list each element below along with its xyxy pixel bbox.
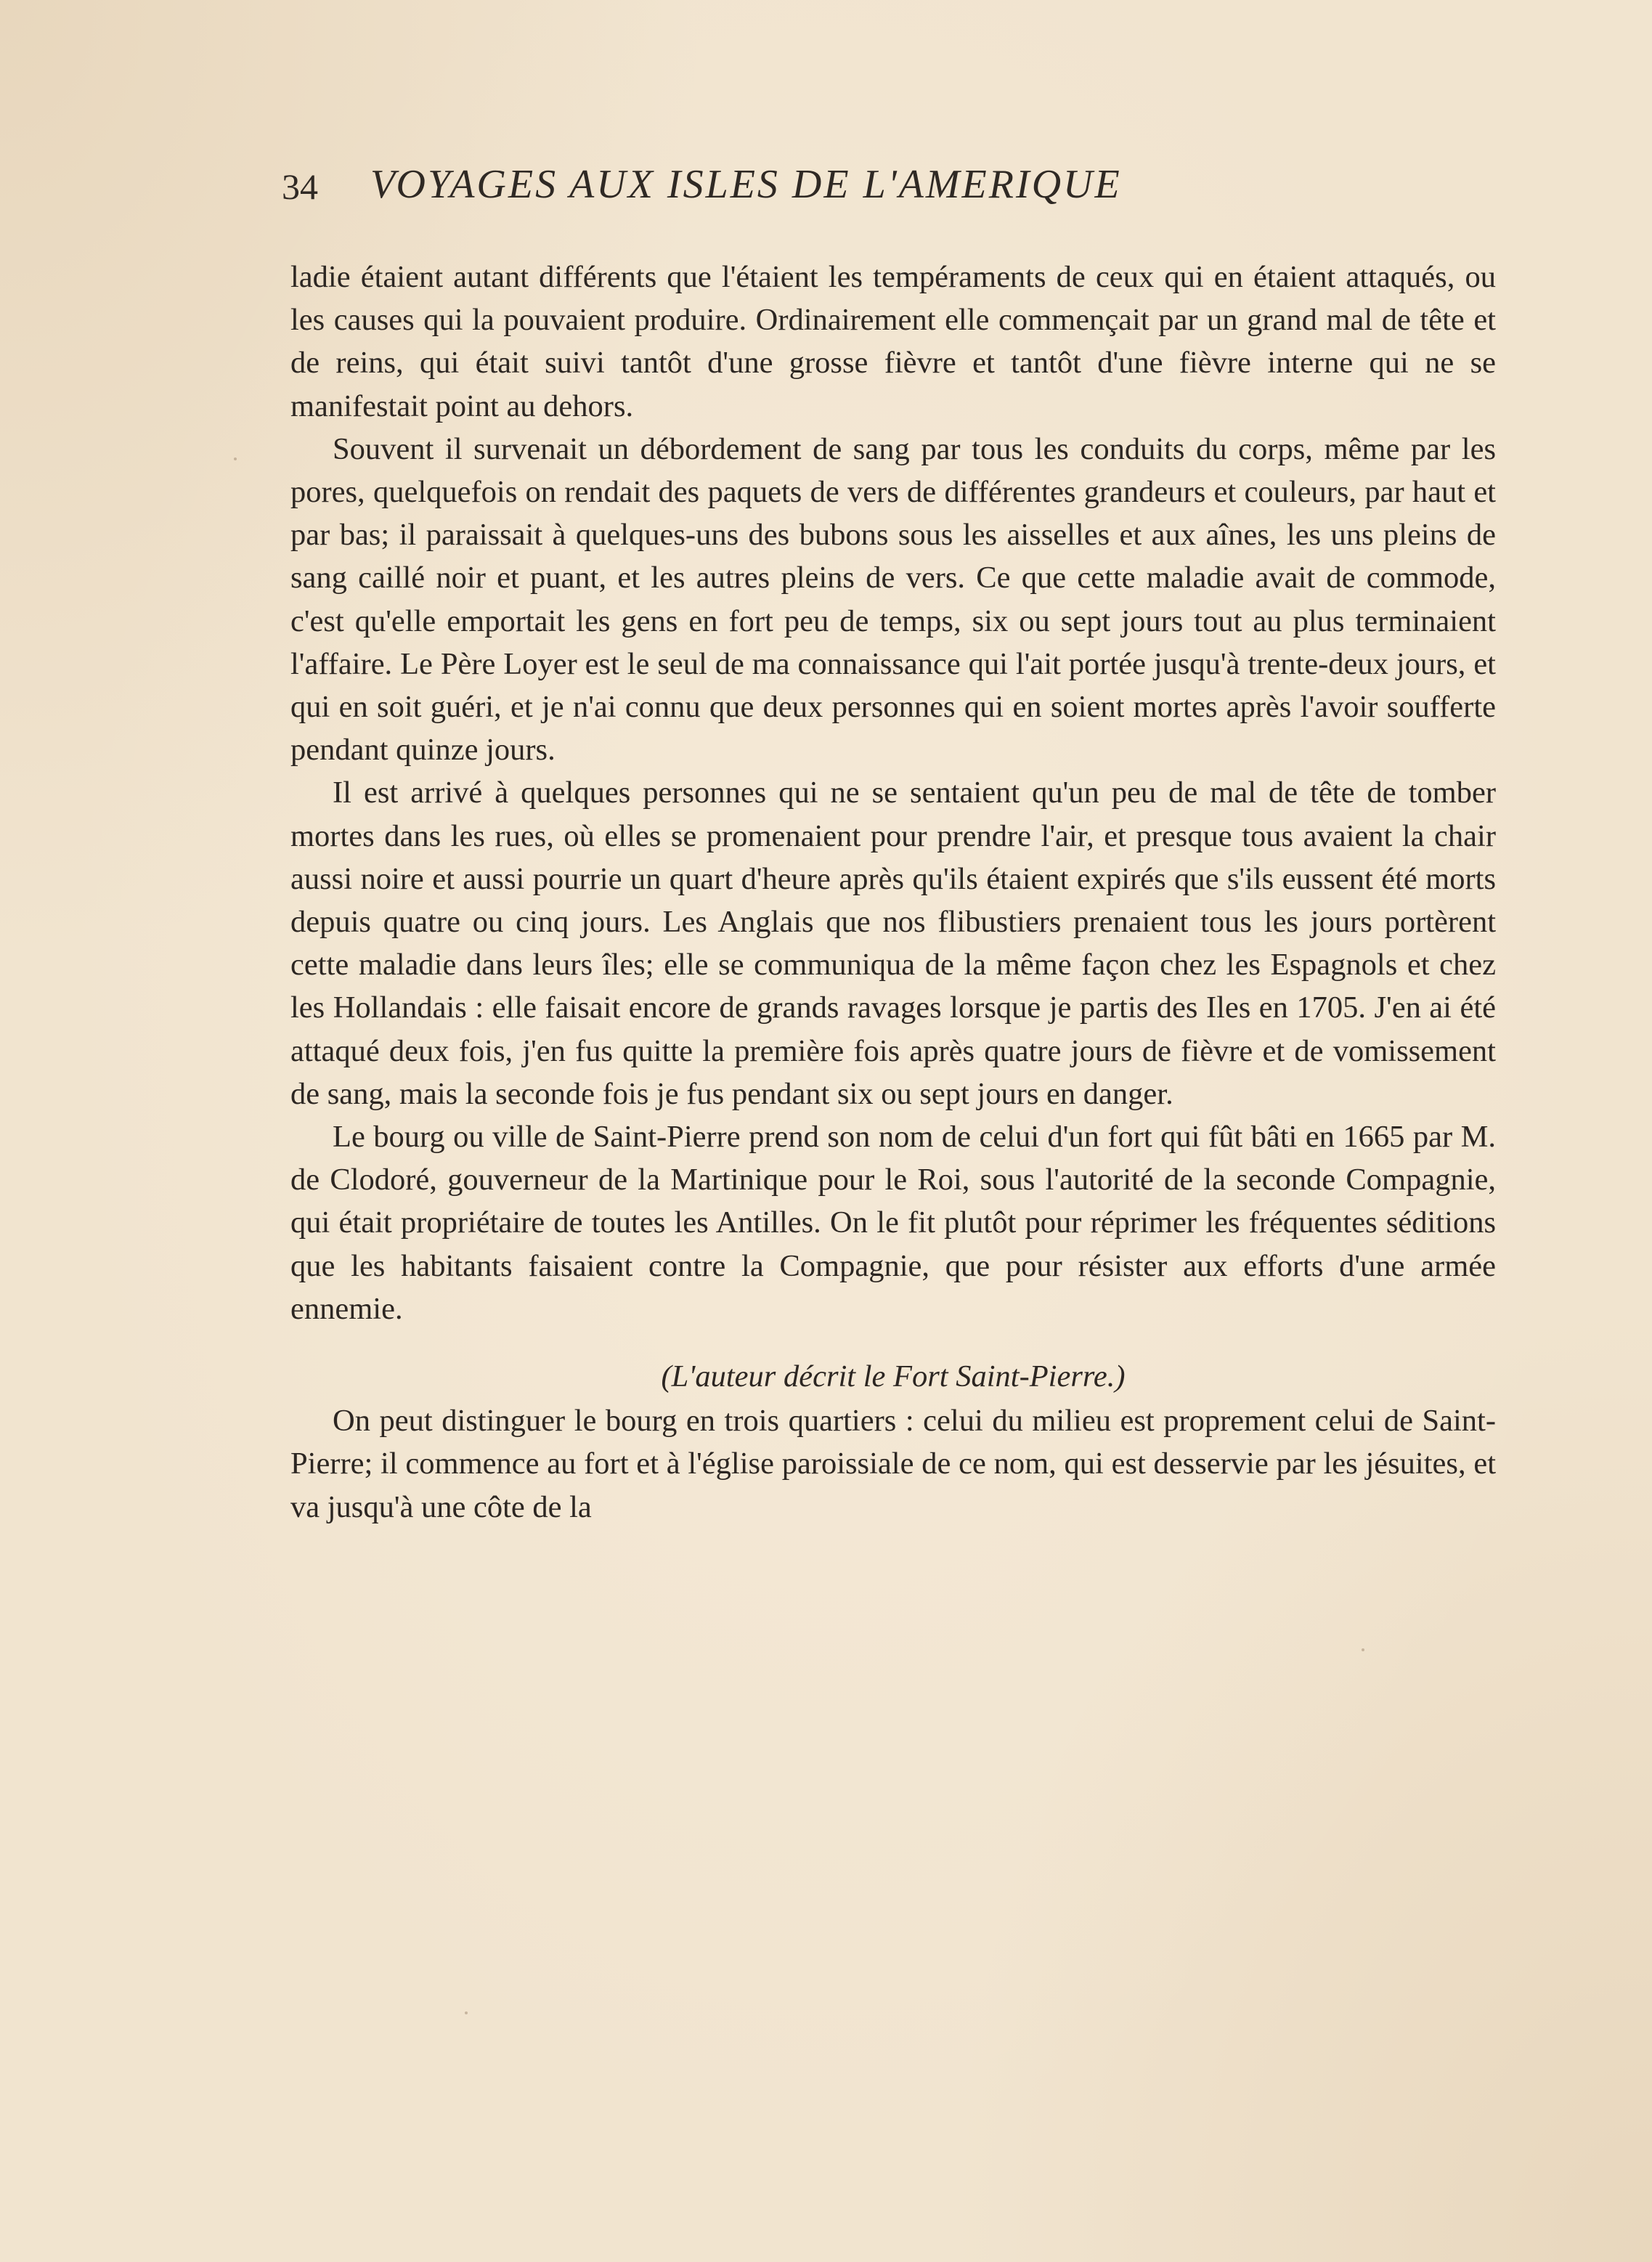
body-text xyxy=(290,256,1496,1529)
paragraph: Le bourg ou ville de Saint-Pierre prend son nom de celui d'un fort qui fût bâti en 1665 par M. de Clodoré, gouverneur de la Martinique pour le Roi, sous l'autorité de la seconde Compagnie, qui était propriétaire de toutes les Antilles. On le fit plutôt pour réprimer les fréquentes séditions que les habitants faisaient contre la Compagnie, que pour résister aux efforts d'une armée ennemie. xyxy=(290,1120,1496,1326)
paragraph: Souvent il survenait un débordement de sang par tous les conduits du corps, même par les pores, quelquefois on rendait des paquets de vers de différentes grandeurs et couleurs, par haut et par bas; il paraissait à quelques-uns des bubons sous les aisselles et aux aînes, les uns pleins de sang caillé noir et puant, et les autres pleins de vers. Ce que cette maladie avait de commode, c'est qu'elle emportait les gens en fort peu de temps, six ou sept jours tout au plus terminaient l'affaire. Le Père Loyer est le seul de ma connaissance qui l'ait portée jusqu'à trente-deux jours, et qui en soit guéri, et je n'ai connu que deux personnes qui en soient mortes après l'avoir soufferte pendant quinze jours. xyxy=(290,431,1496,768)
paragraph-continuation: ladie étaient autant différents que l'étaient les tempéraments de ceux qui en étaient attaqués, ou les causes qui la pouvaient produire. Ordinairement elle commençait par un grand mal de tête et de reins, qui était suivi tantôt d'une grosse fièvre et tantôt d'une fièvre interne qui ne se manifestait point au dehors. xyxy=(290,260,1496,423)
paper-speck xyxy=(1051,449,1054,452)
paragraph: Il est arrivé à quelques personnes qui ne se sentaient qu'un peu de mal de tête de tomber mortes dans les rues, où elles se promenaient pour prendre l'air, et presque tous avaient la chair aussi noire et aussi pourrie un quart d'heure après qu'ils étaient expirés que s'ils eussent été morts depuis quatre ou cinq jours. Les Anglais que nos flibustiers prenaient tous les jours portèrent cette maladie dans leurs îles; elle se communiqua de la même façon chez les Espagnols et chez les Hollandais : elle faisait encore de grands ravages lorsque je partis des Iles en 1705. J'en ai été attaqué deux fois, j'en fus quitte la première fois après quatre jours de fièvre et de vomissement de sang, mais la seconde fois je fus pendant six ou sept jours en danger. xyxy=(290,776,1496,1111)
paper-speck xyxy=(1362,1648,1364,1651)
paper-speck xyxy=(234,457,237,460)
book-title: VOYAGES AUX ISLES DE L'AMERIQUE xyxy=(370,162,1122,207)
section-caption: (L'auteur décrit le Fort Saint-Pierre.) xyxy=(661,1359,1126,1394)
paper-speck xyxy=(465,2011,468,2014)
paragraph-final: On peut distinguer le bourg en trois quartiers : celui du milieu est proprement celui de Saint-Pierre; il commence au fort et à l'église paroissiale de ce nom, qui est desservie par les jésuites, et va jusqu'à une côte de la xyxy=(290,1404,1496,1524)
page-number: 34 xyxy=(282,166,318,207)
running-head xyxy=(282,161,1516,219)
